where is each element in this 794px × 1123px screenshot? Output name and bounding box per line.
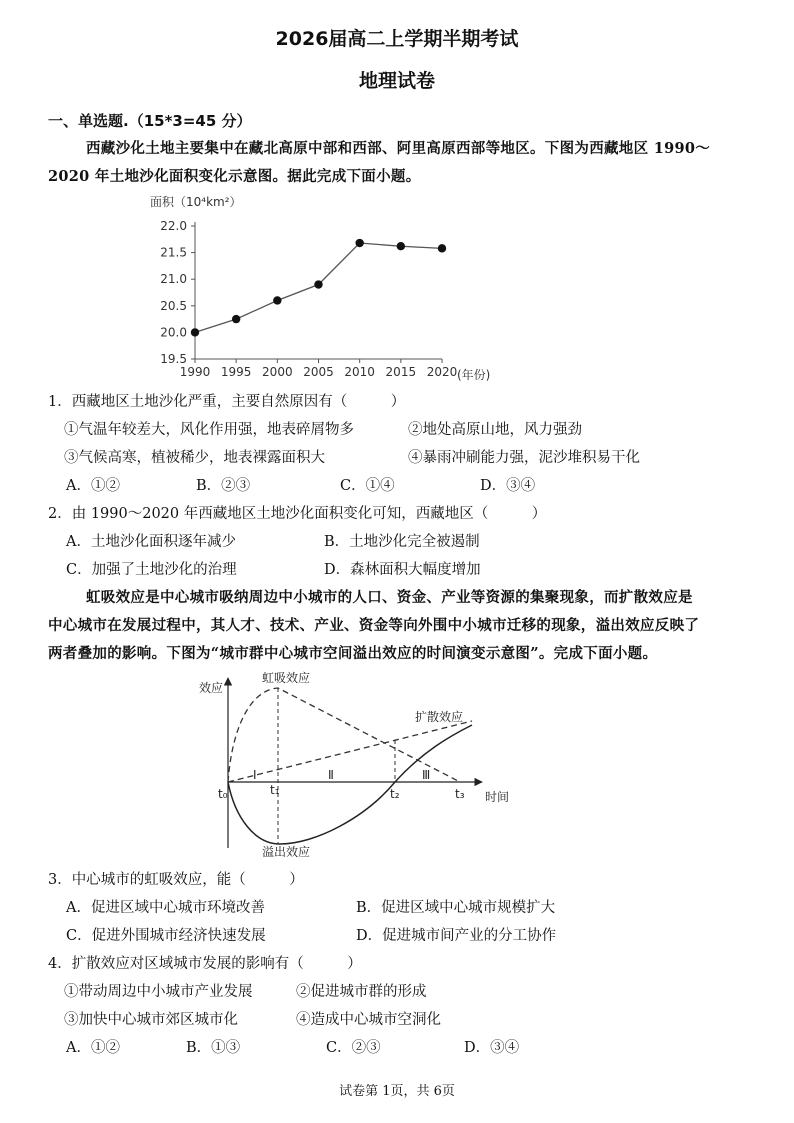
q3-option-c[interactable]: C．促进外围城市经济快速发展 — [66, 928, 266, 944]
diffusion-effect-line — [228, 721, 472, 782]
q3-option-b[interactable]: B．促进区域中心城市规模扩大 — [356, 900, 556, 916]
desertification-area-chart — [140, 188, 520, 388]
chart1-data-point — [314, 280, 322, 288]
passage2-line1: 虹吸效应是中心城市吸纳周边中小城市的人口、资金、产业等资源的集聚现象，而扩散效应是 — [86, 589, 693, 606]
chart1-ytick-label: 21.0 — [160, 272, 187, 287]
chart1-yticks — [160, 219, 195, 366]
chart1-xlabel: (年份) — [457, 368, 491, 382]
q4-item2: ②促进城市群的形成 — [296, 984, 427, 1000]
tick-t1: t₁ — [270, 783, 280, 797]
q4-option-a[interactable]: A．①② — [66, 1040, 120, 1056]
chart1-xtick-label: 2015 — [385, 365, 417, 379]
passage2-line3: 两者叠加的影响。下图为“城市群中心城市空间溢出效应的时间演变示意图”。完成下面小题。 — [48, 645, 658, 662]
q2-option-b[interactable]: B．土地沙化完全被遏制 — [324, 534, 480, 550]
q3-stem: 3．中心城市的虹吸效应，能（ ） — [48, 872, 304, 888]
chart1-xtick-label: 2005 — [303, 365, 334, 379]
q1-option-a[interactable]: A．①② — [66, 478, 120, 494]
chart1-data-point — [273, 296, 281, 304]
q4-item1: ①带动周边中小城市产业发展 — [64, 984, 253, 1000]
stage-3-label: Ⅲ — [422, 768, 431, 782]
q1-option-b[interactable]: B．②③ — [196, 478, 251, 494]
diffusion-effect-label: 扩散效应 — [415, 710, 464, 724]
q1-item3: ③气候高寒，植被稀少，地表裸露面积大 — [64, 450, 325, 466]
chart1-ytick-label: 20.0 — [160, 325, 187, 340]
chart1-data-point — [438, 244, 446, 252]
chart1-axes — [195, 222, 442, 359]
chart1-ylabel: 面积（10⁴km²） — [150, 195, 242, 209]
q1-stem: 1．西藏地区土地沙化严重，主要自然原因有（ ） — [48, 394, 406, 410]
chart1-xticks — [180, 359, 458, 379]
q1-item2: ②地处高原山地，风力强劲 — [408, 422, 582, 438]
tick-t0: t₀ — [218, 787, 228, 801]
chart1-ytick-label: 22.0 — [160, 219, 187, 233]
exam-title: 2026届高二上学期半期考试 — [275, 28, 519, 50]
passage2-line2: 中心城市在发展过程中，其人才、技术、产业、资金等向外围中小城市迁移的现象，溢出效应反映了 — [48, 617, 700, 634]
q3-option-a[interactable]: A．促进区域中心城市环境改善 — [66, 900, 265, 916]
exam-subtitle: 地理试卷 — [358, 70, 435, 92]
q1-option-c[interactable]: C．①④ — [340, 478, 395, 494]
passage1-line1: 西藏沙化土地主要集中在藏北高原中部和西部、阿里高原西部等地区。下图为西藏地区 1990～ — [86, 140, 711, 157]
diagram-xlabel: 时间 — [485, 790, 510, 804]
section-heading: 一、单选题.（15*3=45 分） — [48, 112, 252, 130]
chart1-ytick-label: 19.5 — [160, 352, 187, 366]
spillover-effect-label: 溢出效应 — [262, 845, 311, 859]
q4-stem: 4．扩散效应对区域城市发展的影响有（ ） — [48, 956, 362, 972]
q4-option-b[interactable]: B．①③ — [186, 1040, 241, 1056]
chart1-data-point — [355, 239, 363, 247]
chart1-xtick-label: 1990 — [179, 365, 211, 379]
q2-option-d[interactable]: D．森林面积大幅度增加 — [324, 562, 481, 578]
chart1-ytick-label: 21.5 — [160, 245, 187, 260]
q1-option-d[interactable]: D．③④ — [480, 478, 536, 494]
q2-stem: 2．由 1990～2020 年西藏地区土地沙化面积变化可知，西藏地区（ ） — [48, 506, 547, 522]
chart1-data-point — [232, 315, 240, 323]
q4-option-d[interactable]: D．③④ — [464, 1040, 520, 1056]
tick-t2: t₂ — [390, 787, 400, 801]
chart1-ytick-label: 20.5 — [160, 298, 187, 313]
spillover-effect-diagram — [190, 668, 520, 860]
stage-1-label: Ⅰ — [253, 768, 257, 782]
q4-option-c[interactable]: C．②③ — [326, 1040, 381, 1056]
q4-item3: ③加快中心城市郊区城市化 — [64, 1012, 238, 1028]
chart1-xtick-label: 2010 — [344, 365, 375, 379]
chart1-data-point — [397, 242, 405, 250]
q4-item4: ④造成中心城市空洞化 — [296, 1012, 441, 1028]
chart1-xtick-label: 1995 — [220, 365, 252, 379]
diagram-ylabel: 效应 — [199, 681, 224, 695]
passage1-line2: 2020 年土地沙化面积变化示意图。据此完成下面小题。 — [48, 168, 421, 185]
chart1-data-point — [191, 328, 199, 336]
q2-option-a[interactable]: A．土地沙化面积逐年减少 — [66, 534, 236, 550]
siphon-effect-label: 虹吸效应 — [262, 671, 311, 685]
stage-2-label: Ⅱ — [328, 768, 334, 782]
q1-item1: ①气温年较差大，风化作用强，地表碎屑物多 — [64, 422, 354, 438]
spillover-effect-curve — [228, 725, 472, 844]
chart1-xtick-label: 2020 — [426, 365, 458, 379]
q3-option-d[interactable]: D．促进城市间产业的分工协作 — [356, 928, 557, 944]
q1-item4: ④暴雨冲刷能力强，泥沙堆积易干化 — [408, 450, 640, 466]
q2-option-c[interactable]: C．加强了土地沙化的治理 — [66, 562, 237, 578]
chart1-xtick-label: 2000 — [262, 365, 293, 379]
page-footer: 试卷第 1页，共 6页 — [339, 1084, 455, 1099]
tick-t3: t₃ — [455, 787, 465, 801]
